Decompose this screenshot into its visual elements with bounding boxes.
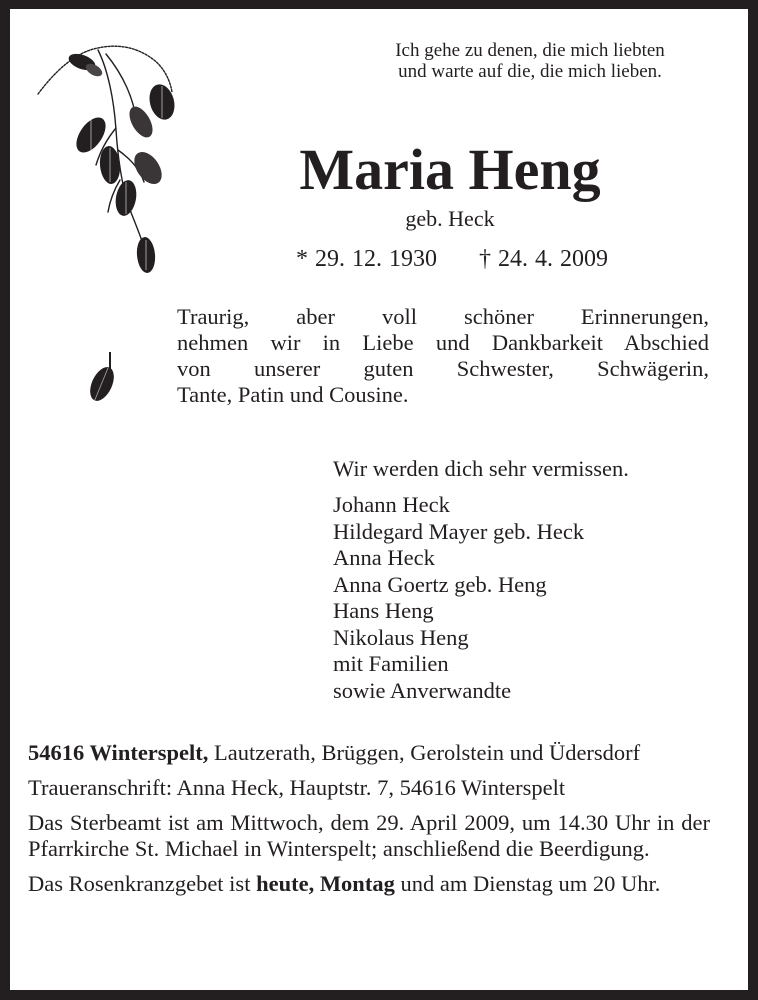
rosary-info bbox=[28, 871, 710, 897]
signer: Hildegard Mayer geb. Heck bbox=[333, 518, 585, 544]
mourning-address: Traueranschrift: Anna Heck, Hauptstr. 7, 54616 Winterspelt bbox=[28, 775, 566, 800]
life-dates bbox=[262, 246, 642, 273]
intro-line-4: Tante, Patin und Cousine. bbox=[177, 382, 409, 407]
signer: Anna Goertz geb. Heng bbox=[333, 571, 547, 597]
motto-line-1: Ich gehe zu denen, die mich liebten bbox=[395, 40, 665, 61]
leaf-icon bbox=[86, 350, 120, 410]
death-date: † 24. 4. 2009 bbox=[479, 246, 608, 272]
notice-details bbox=[28, 740, 710, 906]
deceased-name: Maria Heng bbox=[299, 137, 601, 202]
birth-date: * 29. 12. 1930 bbox=[296, 246, 437, 272]
signer: Johann Heck bbox=[333, 492, 450, 517]
funeral-info: Das Sterbeamt ist am Mittwoch, dem 29. April 2009, um 14.30 Uhr in der Pfarrkirche St. Michael in Winterspelt; anschließend die Beerdigung. bbox=[28, 810, 710, 861]
birch-branch-icon bbox=[36, 40, 181, 285]
intro-line-3: von unserer guten Schwester, Schwägerin, bbox=[177, 356, 709, 381]
intro-line-1: Traurig, aber voll schöner Erinnerungen, bbox=[177, 304, 709, 329]
places-bold: 54616 Winterspelt, bbox=[28, 740, 209, 765]
rosary-text-bold: heute, Montag bbox=[256, 871, 395, 896]
rosary-text-before: Das Rosenkranzgebet ist bbox=[28, 871, 257, 896]
motto-line-2: und warte auf die, die mich lieben. bbox=[398, 61, 662, 82]
maiden-name: geb. Heck bbox=[405, 206, 495, 231]
rosary-text-after: und am Dienstag um 20 Uhr. bbox=[394, 871, 661, 896]
signer: Hans Heng bbox=[333, 598, 434, 623]
intro-line-2: nehmen wir in Liebe und Dankbarkeit Abschied bbox=[177, 330, 709, 355]
places-rest: Lautzerath, Brüggen, Gerolstein und Üdersdorf bbox=[208, 740, 641, 765]
signer: Nikolaus Heng bbox=[333, 624, 469, 650]
signer: sowie Anverwandte bbox=[333, 677, 512, 703]
signer: Anna Heck bbox=[333, 545, 435, 570]
motto-quote bbox=[338, 40, 722, 82]
intro-text bbox=[177, 304, 709, 408]
signer: mit Familien bbox=[333, 651, 449, 676]
places-line bbox=[28, 740, 710, 766]
signers-list bbox=[333, 492, 733, 704]
closing-line: Wir werden dich sehr vermissen. bbox=[333, 456, 629, 481]
